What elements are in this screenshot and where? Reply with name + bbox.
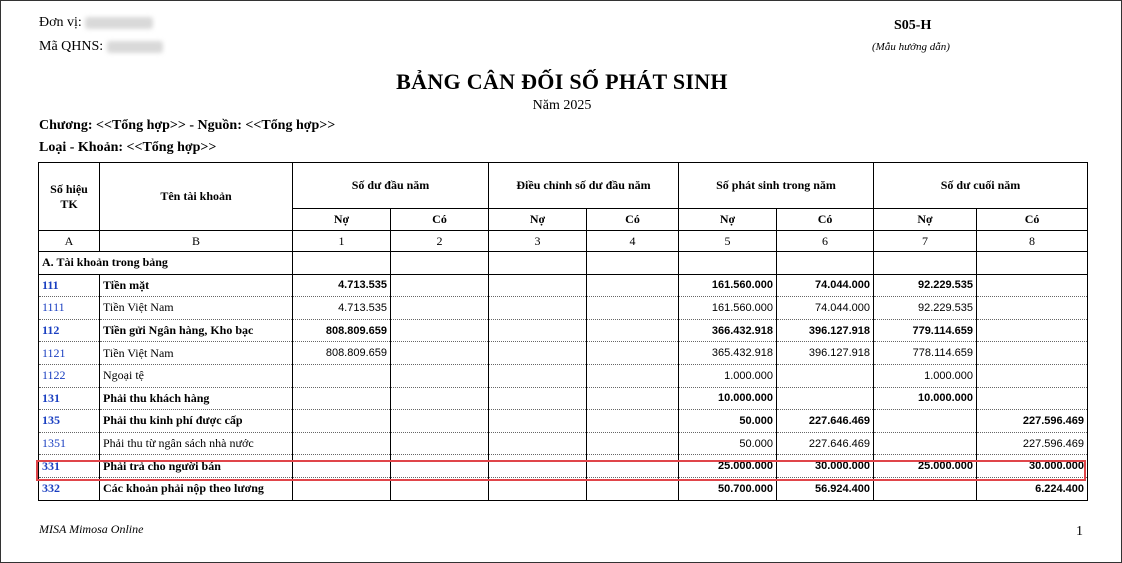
header-account-code: Số hiệu TK [39, 163, 100, 231]
header-arising: Số phát sinh trong năm [679, 163, 874, 209]
header-credit: Có [391, 209, 489, 231]
header-debit: Nợ [293, 209, 391, 231]
amount-cell [293, 410, 391, 433]
table-row [39, 319, 1088, 342]
account-code[interactable]: 111 [39, 274, 100, 297]
account-name: Ngoại tệ [100, 364, 293, 387]
amount-cell: 778.114.659 [874, 342, 977, 365]
report-title: BẢNG CÂN ĐỐI SỐ PHÁT SINH [396, 69, 728, 94]
amount-cell: 366.432.918 [679, 319, 777, 342]
amount-cell [874, 432, 977, 455]
index-cell: 4 [587, 231, 679, 252]
table-row [39, 410, 1088, 433]
amount-cell [587, 274, 679, 297]
header-credit: Có [587, 209, 679, 231]
amount-cell [391, 342, 489, 365]
table-row [39, 387, 1088, 410]
table-row [39, 432, 1088, 455]
amount-cell [489, 432, 587, 455]
amount-cell: 1.000.000 [874, 364, 977, 387]
amount-cell: 30.000.000 [777, 455, 874, 478]
amount-cell: 50.000 [679, 432, 777, 455]
page-number: 1 [1076, 524, 1083, 539]
account-name: Phải trả cho người bán [100, 455, 293, 478]
header-debit: Nợ [489, 209, 587, 231]
amount-cell: 92.229.535 [874, 297, 977, 320]
form-code: S05-H [894, 18, 932, 33]
amount-cell [489, 342, 587, 365]
account-code[interactable]: 1351 [39, 432, 100, 455]
amount-cell: 808.809.659 [293, 319, 391, 342]
account-code[interactable]: 1122 [39, 364, 100, 387]
amount-cell: 30.000.000 [977, 455, 1088, 478]
amount-cell [977, 387, 1088, 410]
amount-cell: 56.924.400 [777, 477, 874, 500]
amount-cell: 10.000.000 [874, 387, 977, 410]
account-code[interactable]: 1111 [39, 297, 100, 320]
amount-cell: 365.432.918 [679, 342, 777, 365]
amount-cell: 396.127.918 [777, 319, 874, 342]
amount-cell [977, 274, 1088, 297]
chapter-line: Chương: <<Tổng hợp>> - Nguồn: <<Tổng hợp>> [39, 118, 336, 133]
amount-cell: 227.596.469 [977, 432, 1088, 455]
amount-cell [587, 342, 679, 365]
amount-cell: 1.000.000 [679, 364, 777, 387]
amount-cell: 227.646.469 [777, 410, 874, 433]
header-credit: Có [977, 209, 1088, 231]
index-cell: 8 [977, 231, 1088, 252]
amount-cell: 25.000.000 [874, 455, 977, 478]
amount-cell [587, 297, 679, 320]
account-name: Tiền Việt Nam [100, 297, 293, 320]
amount-cell [587, 410, 679, 433]
type-line: Loại - Khoản: <<Tổng hợp>> [39, 140, 217, 155]
account-code[interactable]: 331 [39, 455, 100, 478]
section-title: A. Tài khoản trong bảng [39, 252, 293, 275]
header-closing-balance: Số dư cuối năm [874, 163, 1088, 209]
amount-cell [293, 432, 391, 455]
unit-value-redacted [85, 17, 153, 29]
amount-cell: 396.127.918 [777, 342, 874, 365]
qhns-line [39, 39, 163, 55]
amount-cell [777, 387, 874, 410]
header-opening-balance: Số dư đầu năm [293, 163, 489, 209]
amount-cell [489, 387, 587, 410]
account-name: Phải thu khách hàng [100, 387, 293, 410]
amount-cell [391, 432, 489, 455]
amount-cell: 10.000.000 [679, 387, 777, 410]
balance-table [38, 162, 1088, 501]
amount-cell [587, 319, 679, 342]
account-name: Phải thu từ ngân sách nhà nước [100, 432, 293, 455]
amount-cell: 25.000.000 [679, 455, 777, 478]
amount-cell: 161.560.000 [679, 274, 777, 297]
amount-cell [489, 319, 587, 342]
amount-cell: 161.560.000 [679, 297, 777, 320]
form-note: (Mẫu hướng dẫn) [872, 41, 950, 53]
qhns-value-redacted [107, 41, 163, 53]
amount-cell [391, 274, 489, 297]
amount-cell [977, 364, 1088, 387]
amount-cell: 779.114.659 [874, 319, 977, 342]
account-name: Các khoản phải nộp theo lương [100, 477, 293, 500]
header-debit: Nợ [874, 209, 977, 231]
index-cell: 5 [679, 231, 777, 252]
index-cell: 1 [293, 231, 391, 252]
section-row [39, 252, 1088, 275]
index-cell: B [100, 231, 293, 252]
index-cell: 2 [391, 231, 489, 252]
amount-cell: 74.044.000 [777, 297, 874, 320]
header-credit: Có [777, 209, 874, 231]
amount-cell [391, 410, 489, 433]
account-code[interactable]: 1121 [39, 342, 100, 365]
amount-cell [777, 364, 874, 387]
index-cell: A [39, 231, 100, 252]
amount-cell [874, 410, 977, 433]
qhns-label: Mã QHNS: [39, 39, 104, 54]
highlight-row-331 [36, 460, 1086, 481]
account-code[interactable]: 112 [39, 319, 100, 342]
header-account-name: Tên tài khoản [100, 163, 293, 231]
index-cell: 7 [874, 231, 977, 252]
report-year: Năm 2025 [532, 98, 592, 113]
amount-cell: 6.224.400 [977, 477, 1088, 500]
amount-cell: 50.000 [679, 410, 777, 433]
amount-cell [293, 387, 391, 410]
account-code[interactable]: 135 [39, 410, 100, 433]
amount-cell [977, 297, 1088, 320]
amount-cell [587, 364, 679, 387]
account-code[interactable]: 131 [39, 387, 100, 410]
amount-cell [391, 364, 489, 387]
account-code[interactable]: 332 [39, 477, 100, 500]
amount-cell [489, 410, 587, 433]
table-row [39, 297, 1088, 320]
index-cell: 3 [489, 231, 587, 252]
amount-cell: 92.229.535 [874, 274, 977, 297]
amount-cell [391, 387, 489, 410]
amount-cell [391, 319, 489, 342]
table-row [39, 364, 1088, 387]
header-debit: Nợ [679, 209, 777, 231]
header-opening-adjustment: Điều chỉnh số dư đầu năm [489, 163, 679, 209]
amount-cell [489, 364, 587, 387]
account-name: Tiền gửi Ngân hàng, Kho bạc [100, 319, 293, 342]
footer-software: MISA Mimosa Online [39, 522, 144, 536]
amount-cell [489, 297, 587, 320]
amount-cell: 227.596.469 [977, 410, 1088, 433]
unit-label: Đơn vị: [39, 15, 82, 30]
amount-cell [391, 297, 489, 320]
amount-cell: 808.809.659 [293, 342, 391, 365]
amount-cell: 227.646.469 [777, 432, 874, 455]
account-name: Tiền Việt Nam [100, 342, 293, 365]
table-row [39, 274, 1088, 297]
amount-cell [587, 432, 679, 455]
amount-cell [977, 342, 1088, 365]
amount-cell [489, 274, 587, 297]
amount-cell: 4.713.535 [293, 274, 391, 297]
amount-cell [977, 319, 1088, 342]
index-row [39, 231, 1088, 252]
account-name: Phải thu kinh phí được cấp [100, 410, 293, 433]
amount-cell [587, 387, 679, 410]
unit-line [39, 15, 153, 31]
amount-cell [293, 364, 391, 387]
amount-cell: 4.713.535 [293, 297, 391, 320]
amount-cell: 74.044.000 [777, 274, 874, 297]
index-cell: 6 [777, 231, 874, 252]
amount-cell: 50.700.000 [679, 477, 777, 500]
table-row [39, 342, 1088, 365]
account-name: Tiền mặt [100, 274, 293, 297]
